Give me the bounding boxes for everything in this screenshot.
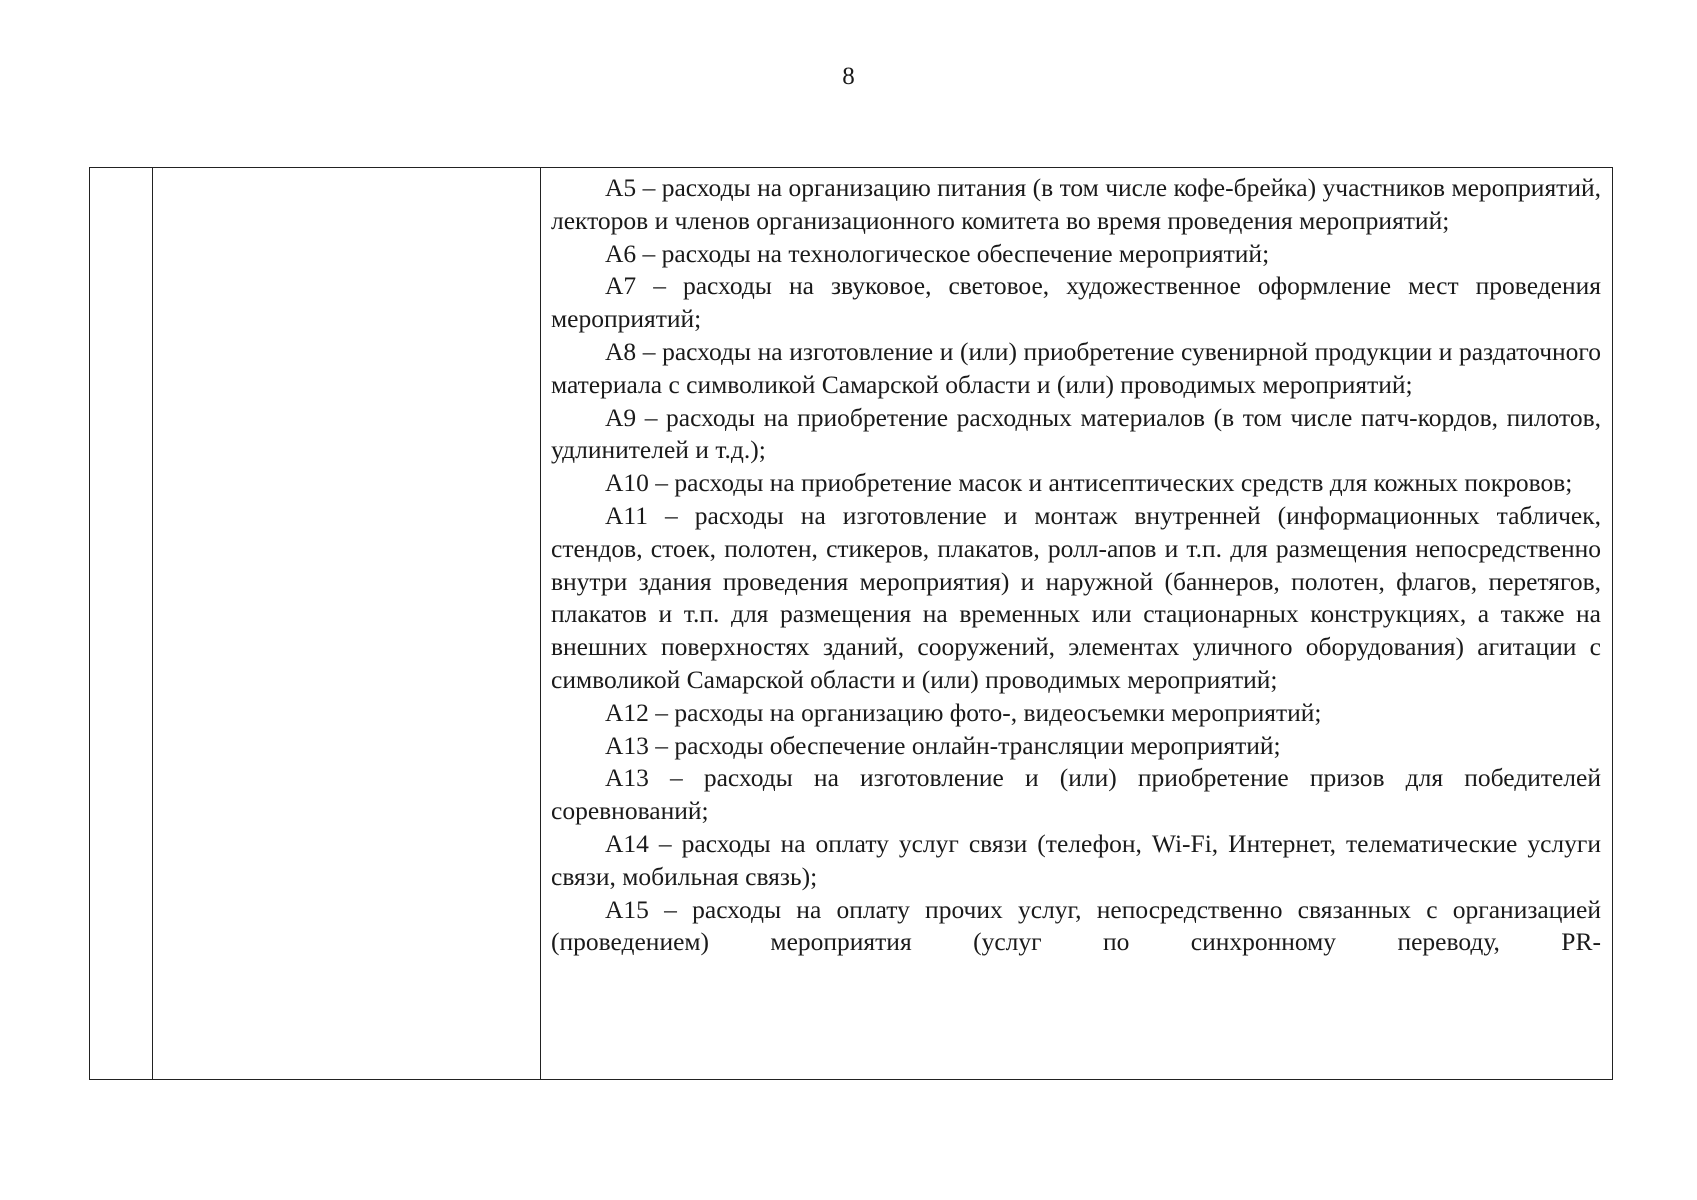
expense-item-a15: А15 – расходы на оплату прочих услуг, непосредственно связанных с организацией (проведением) мероприятия (услуг по синхронному переводу, PR- bbox=[551, 894, 1601, 957]
expense-item-a14: А14 – расходы на оплату услуг связи (телефон, Wi-Fi, Интернет, телематические услуги связи, мобильная связь); bbox=[551, 828, 1601, 891]
expense-item-a13-broadcast: А13 – расходы обеспечение онлайн-трансляции мероприятий; bbox=[605, 730, 1281, 760]
expense-item-a9: А9 – расходы на приобретение расходных материалов (в том числе патч-кордов, пилотов, удлинителей и т.д.); bbox=[551, 402, 1601, 465]
expense-item-a10: А10 – расходы на приобретение масок и антисептических средств для кожных покровов; bbox=[605, 468, 1573, 498]
document-table bbox=[89, 167, 1613, 1080]
expense-item-a12: А12 – расходы на организацию фото-, видеосъемки мероприятий; bbox=[605, 697, 1322, 727]
expense-item-a13-prizes: А13 – расходы на изготовление и (или) приобретение призов для победителей соревнований; bbox=[551, 763, 1601, 826]
expense-items-cell bbox=[551, 172, 1601, 959]
table-column-divider bbox=[152, 168, 153, 1079]
expense-item-a8: А8 – расходы на изготовление и (или) приобретение сувенирной продукции и раздаточного материала с символикой Самарской области и (или) проводимых мероприятий; bbox=[551, 336, 1601, 399]
page-number: 8 bbox=[842, 63, 855, 90]
expense-item-a6: А6 – расходы на технологическое обеспечение мероприятий; bbox=[605, 238, 1270, 268]
expense-item-a5: А5 – расходы на организацию питания (в том числе кофе-брейка) участников мероприятий, лекторов и членов организационного комитета во время проведения мероприятий; bbox=[551, 173, 1601, 235]
table-column-divider bbox=[540, 168, 541, 1079]
expense-item-a7: А7 – расходы на звуковое, световое, художественное оформление мест проведения мероприятий; bbox=[551, 271, 1601, 334]
expense-item-a11: А11 – расходы на изготовление и монтаж внутренней (информационных табличек, стендов, стоек, полотен, стикеров, плакатов, ролл-апов и т.п. для размещения непосредственно внутри здания проведения мероприятия) и наружной (баннеров, полотен, флагов, перетягов, плакатов и т.п. для размещения на временных или стационарных конструкциях, а также на внешних поверхностях зданий, сооружений, элементах уличного оборудования) агитации с символикой Самарской области и (или) проводимых мероприятий; bbox=[551, 500, 1601, 694]
